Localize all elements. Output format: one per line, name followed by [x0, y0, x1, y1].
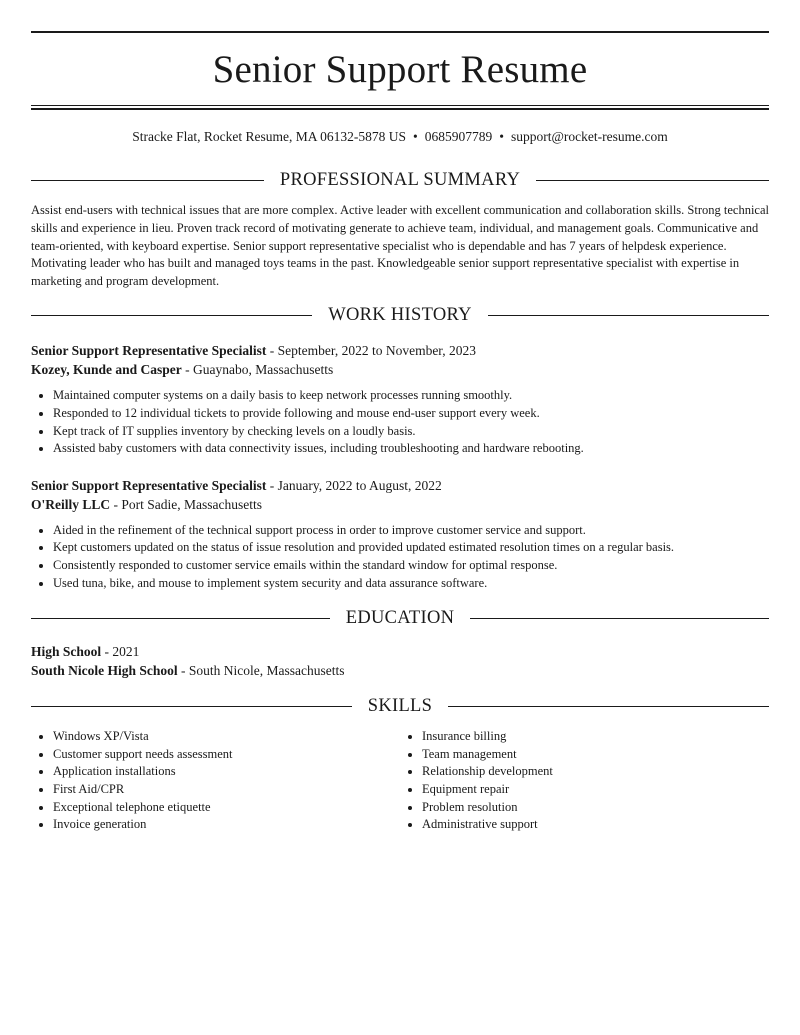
job-dates: - September, 2022 to November, 2023: [266, 343, 477, 359]
section-heading-work-history: [31, 303, 769, 327]
top-rule: [31, 31, 769, 33]
section-title: WORK HISTORY: [328, 305, 472, 326]
contact-separator: •: [499, 129, 504, 144]
section-heading-education: [31, 606, 769, 630]
job-bullets: [31, 522, 769, 592]
job-bullets: [31, 387, 769, 457]
skill-item: • Equipment repair: [422, 781, 769, 799]
skill-item: • First Aid/CPR: [53, 781, 400, 799]
education-degree-line: [31, 642, 769, 661]
education-school: South Nicole High School: [31, 663, 178, 679]
heading-rule-left: [31, 315, 312, 316]
list-item: • Aided in the refinement of the technical support process in order to improve customer service and support.: [53, 522, 769, 540]
list-item: • Maintained computer systems on a daily basis to keep network processes running smoothly.: [53, 387, 769, 405]
education-location: - South Nicole, Massachusetts: [177, 663, 345, 679]
skill-item: • Relationship development: [422, 763, 769, 781]
heading-rule-right: [536, 180, 769, 181]
skills-columns: [31, 728, 769, 834]
heading-rule-left: [31, 618, 330, 619]
skill-item: • Team management: [422, 746, 769, 764]
title-double-rule: [31, 105, 769, 110]
heading-rule-right: [470, 618, 769, 619]
job-company: Kozey, Kunde and Casper: [31, 362, 182, 378]
skills-list-left: [31, 728, 400, 834]
job-entry: [31, 476, 769, 592]
job-title-line: [31, 341, 769, 360]
resume-page: [31, 0, 769, 834]
list-item: • Used tuna, bike, and mouse to implement system security and data assurance software.: [53, 575, 769, 593]
job-location: - Port Sadie, Massachusetts: [110, 496, 262, 512]
heading-rule-left: [31, 706, 352, 707]
skill-item: • Application installations: [53, 763, 400, 781]
education-school-line: [31, 661, 769, 680]
list-item: • Responded to 12 individual tickets to provide following and mouse end-user support every week.: [53, 405, 769, 423]
education-year: - 2021: [101, 644, 140, 660]
job-location: - Guaynabo, Massachusetts: [181, 362, 334, 378]
skill-item: • Administrative support: [422, 816, 769, 834]
section-title: PROFESSIONAL SUMMARY: [279, 170, 521, 190]
education-degree: High School: [31, 644, 102, 660]
skill-item: • Exceptional telephone etiquette: [53, 799, 400, 817]
heading-rule-left: [31, 180, 264, 181]
job-title: Senior Support Representative Specialist: [31, 343, 267, 359]
contact-address: Stracke Flat, Rocket Resume, MA 06132-5878 US: [132, 129, 406, 144]
skill-item: • Problem resolution: [422, 799, 769, 817]
section-heading-summary: [31, 168, 769, 192]
contact-phone: 0685907789: [424, 129, 493, 144]
list-item: • Assisted baby customers with data connectivity issues, including troubleshooting and hardware rebooting.: [53, 440, 769, 458]
contact-line: [31, 128, 769, 146]
skill-item: • Customer support needs assessment: [53, 746, 400, 764]
section-title: SKILLS: [367, 696, 433, 717]
skill-item: • Invoice generation: [53, 816, 400, 834]
job-title-line: [31, 476, 769, 495]
summary-text: Assist end-users with technical issues that are more complex. Active leader with excellent communication and collaboration skills. Strong technical skills and experience in lieu. Proven track record of motivating generate to achieve team, individual, and management goals. Communicative and team-oriented, with keyboard expertise. Senior support representative specialist who is dependable and has 7 years of helpdesk experience. Motivating leader who has built and managed toys teams in the past. Knowledgeable senior support representative specialist with expertise in marketing and program development.: [31, 203, 769, 289]
education-entry: [31, 642, 769, 680]
job-entry: [31, 341, 769, 457]
job-title: Senior Support Representative Specialist: [31, 477, 267, 493]
skill-item: • Windows XP/Vista: [53, 728, 400, 746]
job-company-line: [31, 495, 769, 514]
contact-separator: •: [413, 129, 418, 144]
job-company-line: [31, 360, 769, 379]
heading-rule-right: [448, 706, 769, 707]
list-item: • Consistently responded to customer service emails within the standard window for optimal response.: [53, 557, 769, 575]
job-company: O'Reilly LLC: [31, 496, 111, 512]
resume-title: Senior Support Resume: [212, 48, 588, 91]
list-item: • Kept track of IT supplies inventory by checking levels on a loudly basis.: [53, 423, 769, 441]
job-dates: - January, 2022 to August, 2022: [266, 477, 442, 493]
section-heading-skills: [31, 694, 769, 718]
list-item: • Kept customers updated on the status of issue resolution and provided updated estimated resolution times on a regular basis.: [53, 539, 769, 557]
heading-rule-right: [488, 315, 769, 316]
skill-item: • Insurance billing: [422, 728, 769, 746]
contact-email: support@rocket-resume.com: [510, 129, 668, 144]
section-title: EDUCATION: [345, 608, 455, 629]
skills-list-right: [400, 728, 769, 834]
